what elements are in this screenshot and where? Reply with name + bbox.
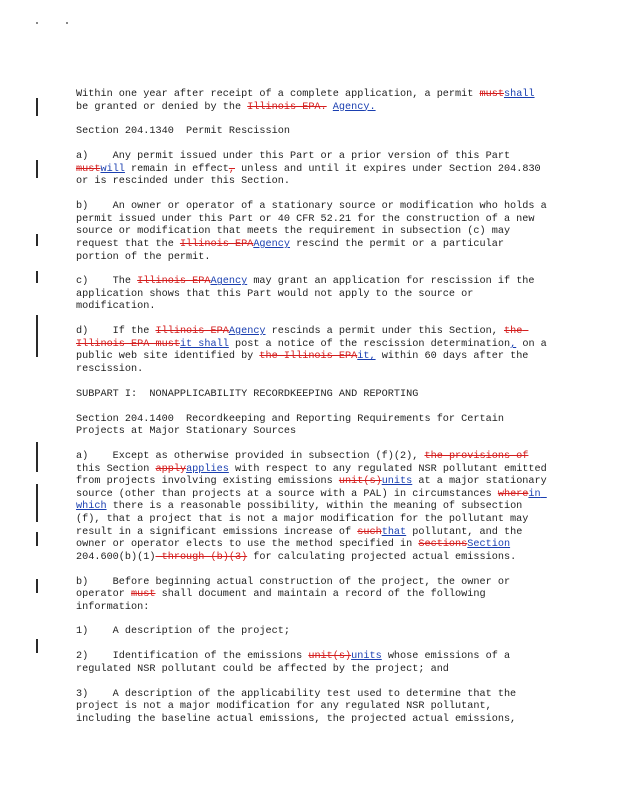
body-text: rescinds a permit under this Section,: [265, 326, 504, 338]
body-text: Section 204.1400 Recordkeeping and Reporting Requirements for Certain Projects at Major Stationary Sources: [76, 413, 511, 438]
deleted-text: where: [497, 488, 529, 500]
body-text: c) The: [76, 276, 138, 288]
body-text: at a major stationary source (other than projects at a source with a PAL) in circumstances: [76, 476, 553, 500]
inserted-text: Agency: [210, 276, 248, 288]
body-text: this Section: [76, 450, 535, 475]
change-bar: [36, 484, 38, 522]
body-text: a) Any permit issued under this Part or a prior version of this Part: [76, 151, 517, 163]
deleted-text: Illinois EPA: [137, 276, 211, 288]
paragraph: [76, 201, 553, 264]
deleted-text: the provisions of: [424, 450, 529, 462]
inserted-text: Section: [467, 539, 511, 551]
body-text: within 60 days after the rescission.: [76, 351, 535, 376]
deleted-text: must: [76, 163, 101, 175]
paragraph: [76, 276, 550, 314]
body-text: 1) A description of the project;: [76, 626, 290, 638]
inserted-text: will: [100, 163, 125, 175]
body-text: shall document and maintain a record of the following information:: [76, 589, 492, 613]
body-text: may grant an application for rescission if the application shows that this Part would not apply to the source or modification.: [76, 276, 541, 313]
deleted-text: the Illinois EPA must: [76, 326, 529, 350]
body-text: SUBPART I: NONAPPLICABILITY RECORDKEEPING AND REPORTING: [76, 388, 419, 400]
body-text: Section 204.1340 Permit Rescission: [76, 126, 290, 138]
body-text: be granted or denied by the: [76, 89, 541, 113]
deleted-text: Illinois EPA.: [247, 101, 327, 113]
body-text: a) Except as otherwise provided in subsection (f)(2),: [76, 450, 425, 462]
inserted-text: applies: [186, 463, 229, 475]
deleted-text: must: [479, 89, 504, 100]
paragraph: [76, 126, 550, 139]
body-text: 204.600(b)(1): [76, 539, 517, 563]
inserted-text: units: [351, 651, 382, 663]
deleted-text: must: [131, 589, 156, 601]
change-bar: [36, 639, 38, 653]
regulation-text: [76, 89, 553, 739]
deleted-text: such: [357, 526, 382, 538]
inserted-text: ,: [510, 338, 517, 350]
paragraph: [76, 414, 550, 439]
body-text: b) Before beginning actual construction of the project, the owner or operator: [76, 576, 517, 601]
deleted-text: unit(s): [308, 651, 352, 663]
inserted-text: it shall: [179, 338, 229, 350]
body-text: 3) A description of the applicability test used to determine that the project is not a major modification for any regulated NSR pollutant, including the baseline actual emissions, the projected actual emissions,: [76, 688, 523, 725]
paragraph: [76, 626, 550, 639]
body-text: b) An owner or operator of a stationary source or modification who holds a permit issued under this Part or 40 CFR 52.21 for the construction of a new source or modification that meets the requirement in subsection (c) may request that the: [76, 201, 553, 250]
change-bar: [36, 98, 38, 116]
inserted-text: that: [381, 526, 407, 538]
deleted-text: Illinois EPA: [179, 238, 254, 250]
change-bar: [36, 579, 38, 593]
body-text: whose emissions of a regulated NSR pollutant could be affected by the project; and: [76, 651, 517, 675]
paragraph: [76, 651, 550, 676]
paragraph: [76, 89, 550, 114]
body-text: unless and until it expires under Section 204.830 or is rescinded under this Section.: [76, 163, 547, 188]
change-bar: [36, 271, 38, 283]
change-bar: [36, 532, 38, 546]
paragraph: [76, 689, 550, 727]
body-text: remain in effect: [124, 163, 229, 175]
change-bar: [36, 160, 38, 178]
deleted-text: unit(s): [338, 476, 382, 488]
body-text: pollutant, and the owner or operator elects to use the method specified in: [76, 526, 529, 551]
deleted-text: apply: [155, 463, 187, 475]
body-text: on a public web site identified by: [76, 338, 553, 363]
scan-speck: [66, 22, 68, 24]
paragraph: [76, 151, 550, 189]
deleted-text: through (b)(3): [155, 551, 248, 563]
change-bar: [36, 315, 38, 357]
deleted-text: Sections: [418, 539, 468, 551]
inserted-text: shall: [503, 89, 535, 100]
inserted-text: in which: [76, 488, 547, 513]
inserted-text: it,: [357, 351, 376, 363]
body-text: post a notice of the rescission determination: [228, 338, 511, 350]
change-bar: [36, 442, 38, 472]
paragraph: [76, 450, 553, 564]
scan-speck: [36, 22, 38, 24]
body-text: for calculating projected actual emissions.: [247, 551, 517, 563]
change-bar: [36, 234, 38, 246]
body-text: with respect to any regulated NSR pollutant emitted from projects involving existing emissions: [76, 463, 553, 488]
body-text: 2) Identification of the emissions: [76, 651, 309, 663]
body-text: Within one year after receipt of a complete application, a permit: [76, 89, 480, 100]
body-text: rescind the permit or a particular portion of the permit.: [76, 238, 511, 263]
paragraph: [76, 326, 553, 376]
paragraph: [76, 389, 550, 402]
paragraph: [76, 577, 550, 615]
inserted-text: units: [381, 476, 413, 488]
deleted-text: ,: [228, 163, 235, 175]
inserted-text: Agency.: [332, 101, 376, 113]
body-text: d) If the: [76, 326, 156, 338]
inserted-text: Agency: [228, 326, 266, 338]
deleted-text: Illinois EPA: [155, 326, 229, 338]
deleted-text: the Illinois EPA: [259, 351, 358, 363]
inserted-text: Agency: [253, 238, 290, 250]
body-text: there is a reasonable possibility, within the meaning of subsection (f), that a project that is not a major modification for the pollutant may result in a significant emissions increase of: [76, 501, 535, 538]
